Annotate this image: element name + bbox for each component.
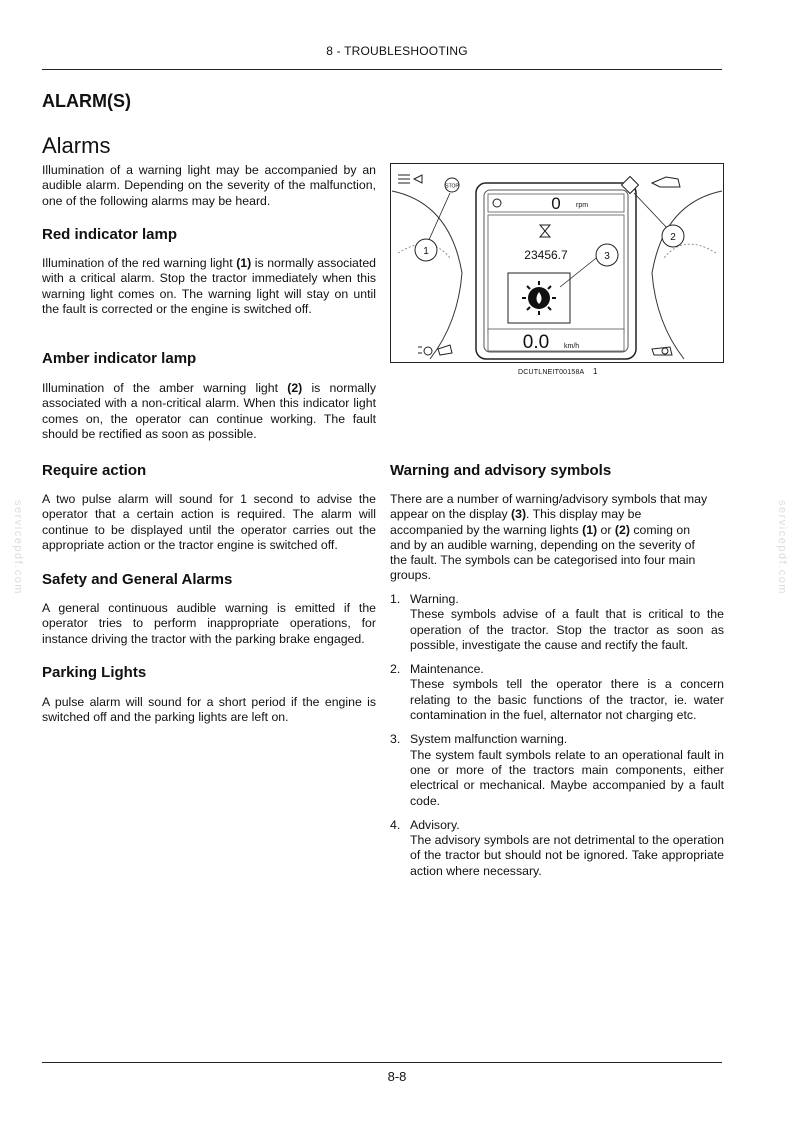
instrument-cluster-figure [390,163,724,363]
ref-1: (1) [236,256,252,270]
figure-number: 1 [593,367,598,376]
amber-lamp-paragraph: Illumination of the amber warning light (2) is normally associated with a non-critical alarm. When this indicator light comes on, the operator can continue working. The fault should be rectified as soon as possible. [42,381,376,441]
list-item: 3. System malfunction warning. The system fault symbols relate to an operational fault in one or more of the tractors main components, either electrical or mechanical. Maybe accompanied by a fault code. [390,732,724,808]
section-title: ALARM(S) [42,91,131,111]
ref-2: (2) [287,381,303,395]
figure-caption: DCUTLNEIT00158A [518,369,585,376]
red-lamp-paragraph: Illumination of the red warning light (1) is normally associated with a critical alarm. Stop the tractor immediately when this warning light comes on. The warning light will stay on until the fault is corrected or the engine is switched off. [42,256,376,316]
page-subtitle: Alarms [42,133,111,158]
rpm-value: 0 [551,194,561,213]
stop-label: STOP [445,183,459,190]
intro-paragraph: Illumination of a warning light may be accompanied by an audible alarm. Depending on the severity of the malfunction, one of the following alarms may be heard. [42,163,376,208]
watermark-left: servicepdf.com [12,500,24,595]
amber-lamp-heading: Amber indicator lamp [42,350,197,367]
watermark-right: servicepdf.com [776,500,788,595]
speed-unit: km/h [564,343,580,350]
list-item: 4. Advisory. The advisory symbols are not detrimental to the operation of the tractor but should not be ignored. Take appropriate action where necessary. [390,817,724,878]
svg-text:2: 2 [670,232,676,243]
warning-symbols-heading: Warning and advisory symbols [390,462,612,479]
red-lamp-heading: Red indicator lamp [42,226,178,243]
svg-text:1: 1 [423,246,429,257]
safety-heading: Safety and General Alarms [42,571,233,588]
header-rule [42,69,722,70]
warning-symbols-paragraph: There are a number of warning/advisory symbols that may appear on the display (3). This display may be accompanied by the warning lights (1) or (2) coming on and by an audible warning, depending on the severity of the fault. The symbols can be categorised into four main groups. [390,492,708,583]
symbol-groups-list [390,592,724,888]
footer-rule [42,1062,722,1063]
require-action-heading: Require action [42,462,147,479]
rpm-unit: rpm [576,202,589,209]
chapter-header: 8 - TROUBLESHOOTING [326,44,468,58]
parking-paragraph: A pulse alarm will sound for a short period if the engine is switched off and the parking lights are left on. [42,695,376,725]
safety-paragraph: A general continuous audible warning is emitted if the operator tries to perform inappropriate operations, for instance driving the tractor with the parking brake engaged. [42,601,376,646]
require-action-paragraph: A two pulse alarm will sound for 1 second to advise the operator that a certain action is required. The alarm will continue to be displayed until the operator carries out the appropriate action or the tractor engine is switched off. [42,492,376,552]
list-item: 2. Maintenance. These symbols tell the operator there is a concern relating to the basic functions of the tractor, ie. water contamination in the fuel, alternator not charging etc. [390,662,724,723]
page-number: 8-8 [387,1069,407,1084]
speed-value: 0.0 [522,332,550,353]
list-item: 1. Warning. These symbols advise of a fault that is critical to the operation of the tractor. Stop the tractor as soon as possible, investigate the cause and rectify the fault. [390,592,724,652]
svg-text:3: 3 [604,251,610,262]
parking-heading: Parking Lights [42,664,147,681]
hours-value: 23456.7 [524,248,568,262]
